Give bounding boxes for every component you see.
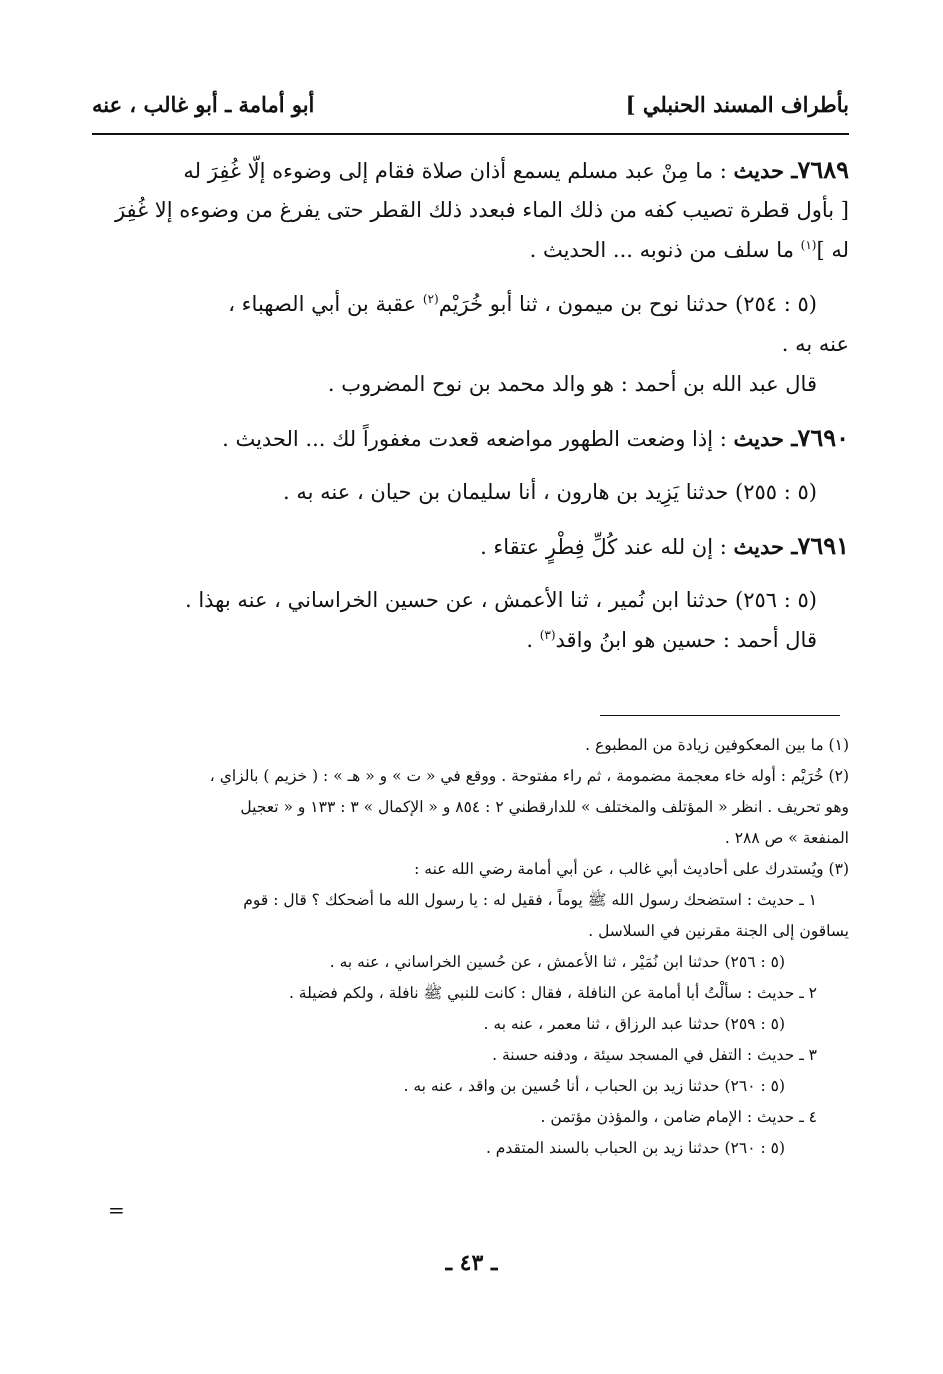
line-text: عقبة بن أبي الصهباء ،	[228, 292, 423, 316]
footnote-separator	[600, 715, 840, 716]
header-section-name: أبو أمامة	[238, 92, 315, 117]
footnote-line	[92, 947, 849, 978]
line-text: [ بأول قطرة تصيب كفه من ذلك الماء فبعدد ذلك القطر حتى يفرغ من وضوءه إلا غُفِرَ	[114, 198, 849, 222]
text-line	[92, 230, 849, 270]
footnote-marker: (٢)	[422, 292, 439, 306]
main-text	[92, 150, 849, 660]
hadith-number: ٧٦٩١	[797, 531, 849, 560]
footnote-line	[92, 885, 849, 916]
paragraph-gap	[92, 566, 849, 580]
header-rule	[92, 133, 849, 135]
text-line	[92, 418, 849, 458]
footnote-line	[92, 761, 849, 792]
hadith-keyword: ـ حديث	[733, 534, 798, 559]
line-text: ما سلف من ذنوبه ... الحديث .	[529, 238, 801, 262]
paragraph-gap	[92, 270, 849, 284]
footnote-line	[92, 854, 849, 885]
footnote-text: (٥ : ٢٥٩) حدثنا عبد الرزاق ، ثنا معمر ، عنه به .	[483, 1015, 785, 1033]
footnote-line	[92, 1040, 849, 1071]
text-line	[92, 472, 849, 512]
footnote-line	[92, 978, 849, 1009]
line-text: قال أحمد : حسين هو ابنُ واقد	[555, 628, 817, 652]
footnote-line	[92, 823, 849, 854]
footnote-text: (٢) خُرَيْم : أوله خاء معجمة مضمومة ، ثم راء مفتوحة . ووقع في « ت » و « هـ » : ( خزيم ) بالزاي ،	[209, 767, 849, 785]
line-text: (٥ : ٢٥٤) حدثنا نوح بن ميمون ، ثنا أبو خُرَيْم	[438, 292, 817, 316]
text-line	[92, 284, 849, 324]
text-line	[92, 150, 849, 190]
text-line	[92, 364, 849, 404]
footnote-line	[92, 1009, 849, 1040]
hadith-keyword: ـ حديث	[733, 426, 798, 451]
text-line	[92, 526, 849, 566]
footnote-text: المنفعة » ص ٢٨٨ .	[724, 829, 849, 847]
footnote-line	[92, 1133, 849, 1164]
footnote-text: وهو تحريف . انظر « المؤتلف والمختلف » للدارقطني ٢ : ٨٥٤ و « الإكمال » ٣ : ١٣٣ و « تعجيل	[240, 798, 849, 816]
running-header	[92, 92, 849, 126]
footnote-text: يساقون إلى الجنة مقرنين في السلاسل .	[588, 922, 849, 940]
line-text: : إن لله عند كُلِّ فِطْرٍ عتقاء .	[480, 535, 734, 559]
line-text: : ما مِنْ عبد مسلم يسمع أذان صلاة فقام إلى وضوءه إلّا غُفِرَ له	[183, 159, 734, 183]
footnote-text: ٤ ـ حديث : الإمام ضامن ، والمؤذن مؤتمن .	[540, 1108, 817, 1126]
line-text: .	[526, 628, 540, 652]
footnote-line	[92, 1071, 849, 1102]
footnote-marker: (١)	[800, 238, 817, 252]
footnote-text: (٥ : ٢٦٠) حدثنا زيد بن الحباب ، أنا حُسين بن واقد ، عنه به .	[403, 1077, 785, 1095]
hadith-number: ٧٦٩٠	[797, 423, 849, 452]
text-line	[92, 580, 849, 620]
footnote-text: ٣ ـ حديث : التفل في المسجد سيئة ، ودفنه حسنة .	[492, 1046, 817, 1064]
footnote-text: ١ ـ حديث : استضحك رسول الله ﷺ يوماً ، فقيل له : يا رسول الله ما أضحكك ؟ قال : قوم	[243, 891, 817, 909]
page-number: ـ ٤٣ ـ	[445, 1250, 498, 1276]
text-line	[92, 190, 849, 230]
footnote-line	[92, 792, 849, 823]
hadith-keyword: ـ حديث	[733, 158, 798, 183]
footnote-line	[92, 916, 849, 947]
footnote-text: (٣) ويُستدرك على أحاديث أبي غالب ، عن أبي أمامة رضي الله عنه :	[414, 860, 849, 878]
footnote-line	[92, 730, 849, 761]
line-text: قال عبد الله بن أحمد : هو والد محمد بن نوح المضروب .	[327, 372, 817, 396]
line-text: (٥ : ٢٥٦) حدثنا ابن نُمير ، ثنا الأعمش ، عن حسين الخراساني ، عنه بهذا .	[184, 588, 817, 612]
footnote-text: (٥ : ٢٦٠) حدثنا زيد بن الحباب بالسند المتقدم .	[485, 1139, 785, 1157]
text-line	[92, 620, 849, 660]
header-section	[92, 92, 314, 117]
paragraph-gap	[92, 458, 849, 472]
footnote-text: ٢ ـ حديث : سألْتُ أبا أمامة عن النافلة ، فقال : كانت للنبي ﷺ نافلة ، ولكم فضيلة .	[288, 984, 817, 1002]
paragraph-gap	[92, 512, 849, 526]
header-book-title: بأطراف المسند الحنبلي ]	[625, 92, 849, 117]
footnote-text: (٥ : ٢٥٦) حدثنا ابن نُمَيْر ، ثنا الأعمش ، عن حُسين الخراساني ، عنه به .	[329, 953, 785, 971]
footnote-text: (١) ما بين المعكوفين زيادة من المطبوع .	[585, 736, 849, 754]
footnote-line	[92, 1102, 849, 1133]
hadith-number: ٧٦٨٩	[797, 155, 849, 184]
footnote-marker: (٣)	[539, 628, 556, 642]
text-line	[92, 324, 849, 364]
line-text: له ]	[816, 238, 849, 262]
continuation-mark: =	[108, 1198, 125, 1222]
line-text: (٥ : ٢٥٥) حدثنا يَزِيد بن هارون ، أنا سليمان بن حيان ، عنه به .	[283, 480, 817, 504]
footnotes	[92, 730, 849, 1164]
paragraph-gap	[92, 404, 849, 418]
header-subsection: ـ أبو غالب ، عنه	[92, 92, 232, 117]
line-text: عنه به .	[781, 332, 849, 356]
line-text: : إذا وضعت الطهور مواضعه قعدت مغفوراً لك ... الحديث .	[222, 427, 734, 451]
